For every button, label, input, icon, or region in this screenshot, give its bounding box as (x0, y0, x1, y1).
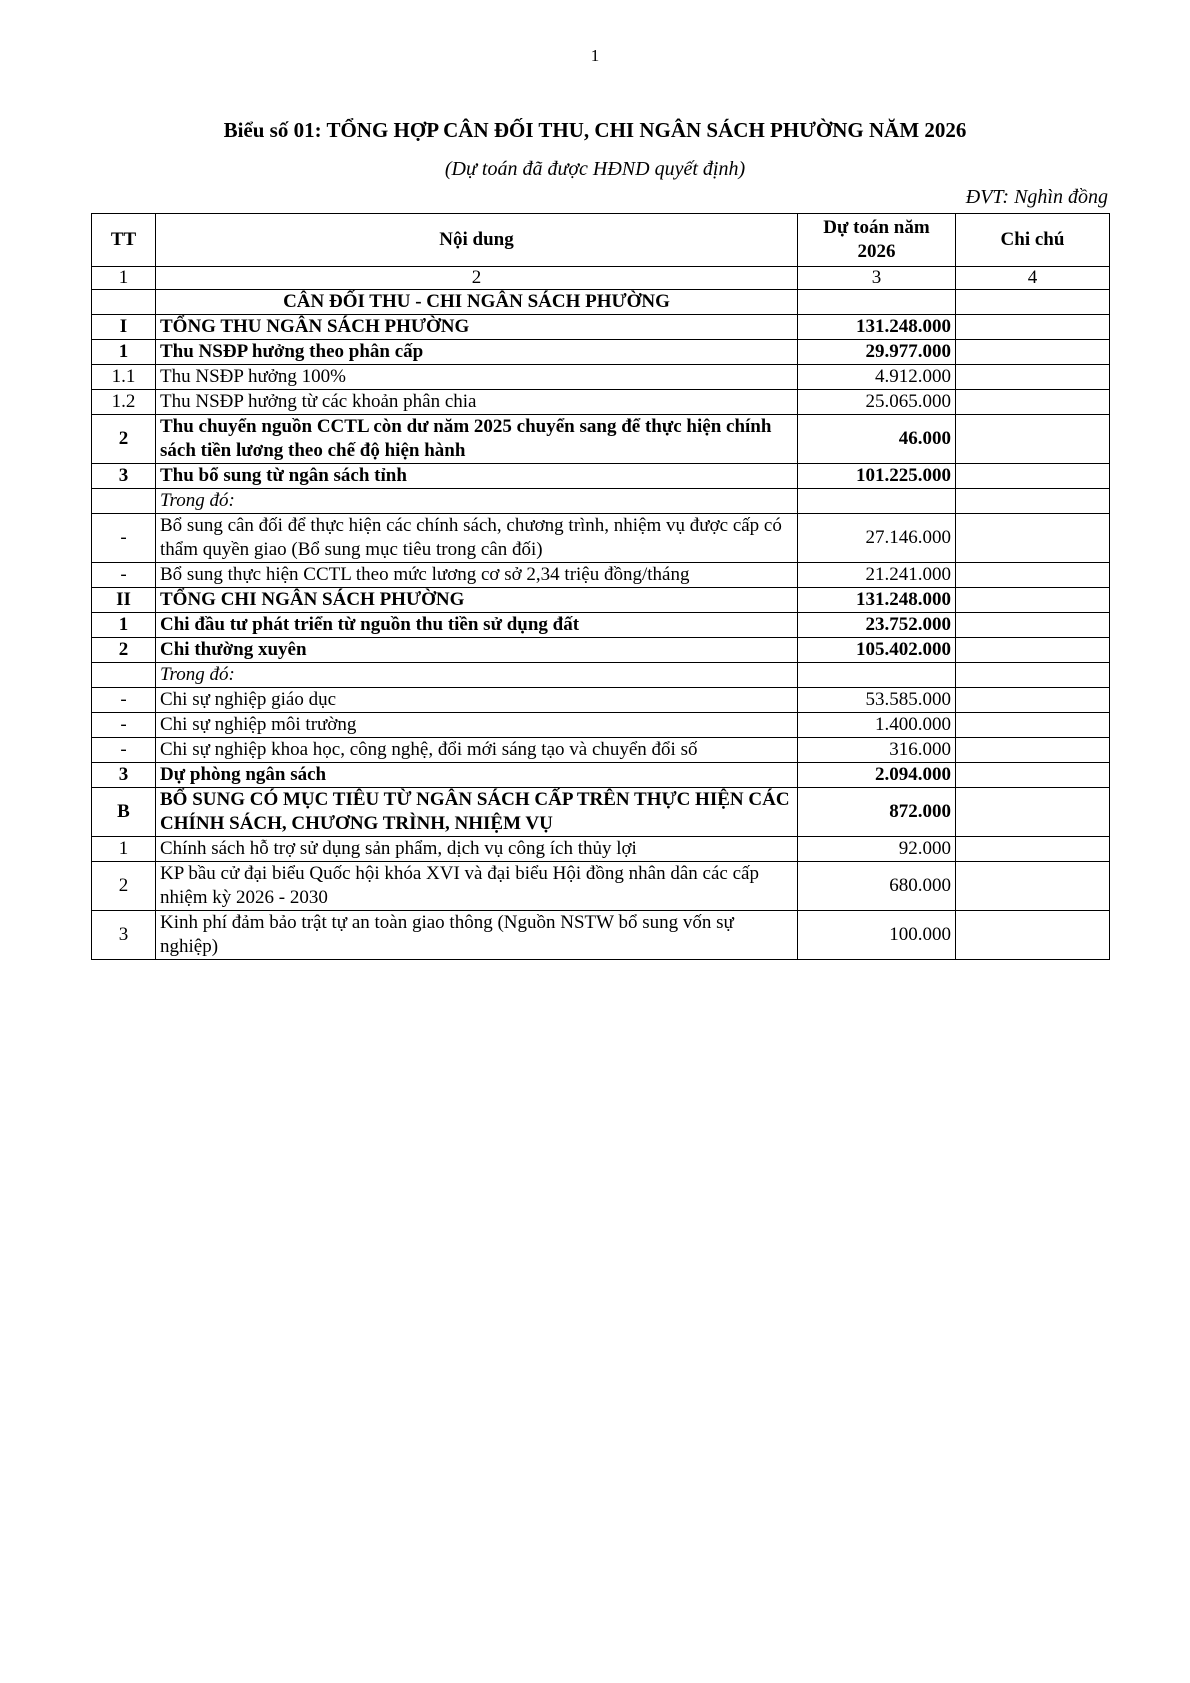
table-row (92, 688, 1110, 713)
document-subtitle: (Dự toán đã được HĐND quyết định) (444, 158, 746, 180)
header-tt: TT (92, 214, 156, 267)
header-content: Nội dung (156, 214, 798, 267)
table-row (92, 315, 1110, 340)
row-estimate: 21.241.000 (798, 563, 956, 588)
table-row (92, 588, 1110, 613)
table-row (92, 340, 1110, 365)
row-note (956, 788, 1110, 837)
row-note (956, 911, 1110, 960)
row-note (956, 489, 1110, 514)
row-estimate: 46.000 (798, 415, 956, 464)
table-row (92, 788, 1110, 837)
row-tt: B (92, 788, 156, 837)
row-estimate: 27.146.000 (798, 514, 956, 563)
row-estimate: 53.585.000 (798, 688, 956, 713)
row-tt (92, 489, 156, 514)
row-tt (92, 663, 156, 688)
row-note (956, 738, 1110, 763)
table-row (92, 514, 1110, 563)
row-content: Thu NSĐP hưởng từ các khoản phân chia (156, 390, 798, 415)
column-number: 2 (156, 267, 798, 290)
row-content: BỔ SUNG CÓ MỤC TIÊU TỪ NGÂN SÁCH CẤP TRÊN THỰC HIỆN CÁC CHÍNH SÁCH, CHƯƠNG TRÌNH, NHIỆM VỤ (156, 788, 798, 837)
row-note (956, 390, 1110, 415)
row-estimate: 101.225.000 (798, 464, 956, 489)
row-estimate: 316.000 (798, 738, 956, 763)
table-row (92, 911, 1110, 960)
table-row (92, 713, 1110, 738)
row-estimate: 4.912.000 (798, 365, 956, 390)
row-content: Trong đó: (156, 489, 798, 514)
row-note (956, 588, 1110, 613)
row-content: Trong đó: (156, 663, 798, 688)
table-row (92, 638, 1110, 663)
row-note (956, 365, 1110, 390)
table-row (92, 390, 1110, 415)
row-note (956, 713, 1110, 738)
row-content: Bổ sung thực hiện CCTL theo mức lương cơ sở 2,34 triệu đồng/tháng (156, 563, 798, 588)
table-body (92, 290, 1110, 960)
row-content: Chi đầu tư phát triển từ nguồn thu tiền sử dụng đất (156, 613, 798, 638)
row-content: Thu chuyển nguồn CCTL còn dư năm 2025 chuyển sang để thực hiện chính sách tiền lương theo chế độ hiện hành (156, 415, 798, 464)
table-row (92, 415, 1110, 464)
row-tt: 2 (92, 862, 156, 911)
row-content: Chi sự nghiệp môi trường (156, 713, 798, 738)
row-estimate: 92.000 (798, 837, 956, 862)
row-content: TỔNG THU NGÂN SÁCH PHƯỜNG (156, 315, 798, 340)
table-row (92, 738, 1110, 763)
row-tt: 1 (92, 340, 156, 365)
column-number: 4 (956, 267, 1110, 290)
row-content: KP bầu cử đại biểu Quốc hội khóa XVI và đại biểu Hội đồng nhân dân các cấp nhiệm kỳ 2026 - 2030 (156, 862, 798, 911)
column-number-row (92, 267, 1110, 290)
row-content: Thu bổ sung từ ngân sách tỉnh (156, 464, 798, 489)
row-note (956, 464, 1110, 489)
row-content: Kinh phí đảm bảo trật tự an toàn giao thông (Nguồn NSTW bổ sung vốn sự nghiệp) (156, 911, 798, 960)
row-estimate: 131.248.000 (798, 588, 956, 613)
unit-label: ĐVT: Nghìn đồng (965, 186, 1108, 208)
table-row (92, 365, 1110, 390)
row-estimate: 680.000 (798, 862, 956, 911)
row-tt: - (92, 563, 156, 588)
row-tt: 1 (92, 837, 156, 862)
row-estimate: 105.402.000 (798, 638, 956, 663)
row-content: Chính sách hỗ trợ sử dụng sản phẩm, dịch vụ công ích thủy lợi (156, 837, 798, 862)
row-content: Chi thường xuyên (156, 638, 798, 663)
row-note (956, 613, 1110, 638)
row-tt: - (92, 514, 156, 563)
row-content: Chi sự nghiệp khoa học, công nghệ, đổi mới sáng tạo và chuyển đổi số (156, 738, 798, 763)
row-content: Dự phòng ngân sách (156, 763, 798, 788)
row-tt: 1.1 (92, 365, 156, 390)
row-note (956, 563, 1110, 588)
table-row (92, 837, 1110, 862)
row-note (956, 688, 1110, 713)
row-estimate: 25.065.000 (798, 390, 956, 415)
row-estimate: 2.094.000 (798, 763, 956, 788)
row-estimate (798, 663, 956, 688)
header-estimate: Dự toán năm 2026 (798, 214, 956, 267)
row-estimate (798, 489, 956, 514)
row-note (956, 862, 1110, 911)
row-content: Chi sự nghiệp giáo dục (156, 688, 798, 713)
row-tt: 1.2 (92, 390, 156, 415)
row-tt: 2 (92, 415, 156, 464)
row-tt: 1 (92, 613, 156, 638)
row-tt: 3 (92, 763, 156, 788)
column-number: 1 (92, 267, 156, 290)
page-number: 1 (590, 46, 600, 65)
row-tt: 3 (92, 464, 156, 489)
table-row (92, 862, 1110, 911)
row-note (956, 638, 1110, 663)
row-note (956, 415, 1110, 464)
section-title: CÂN ĐỐI THU - CHI NGÂN SÁCH PHƯỜNG (156, 290, 798, 315)
row-estimate: 23.752.000 (798, 613, 956, 638)
row-estimate: 29.977.000 (798, 340, 956, 365)
row-note (956, 315, 1110, 340)
row-content: TỔNG CHI NGÂN SÁCH PHƯỜNG (156, 588, 798, 613)
table-row (92, 613, 1110, 638)
row-note (956, 837, 1110, 862)
row-note (956, 514, 1110, 563)
document-title: Biểu số 01: TỔNG HỢP CÂN ĐỐI THU, CHI NGÂN SÁCH PHƯỜNG NĂM 2026 (223, 118, 967, 142)
row-tt: II (92, 588, 156, 613)
row-content: Thu NSĐP hưởng 100% (156, 365, 798, 390)
row-tt: I (92, 315, 156, 340)
table-row (92, 763, 1110, 788)
table-row (92, 464, 1110, 489)
row-tt: - (92, 713, 156, 738)
header-row (92, 214, 1110, 267)
table-row (92, 563, 1110, 588)
row-estimate: 131.248.000 (798, 315, 956, 340)
row-estimate: 1.400.000 (798, 713, 956, 738)
row-estimate: 100.000 (798, 911, 956, 960)
table-row (92, 489, 1110, 514)
row-note (956, 340, 1110, 365)
budget-table (91, 213, 1110, 960)
row-content: Thu NSĐP hưởng theo phân cấp (156, 340, 798, 365)
row-note (956, 763, 1110, 788)
row-note (956, 663, 1110, 688)
section-title-row (92, 290, 1110, 315)
row-tt: - (92, 738, 156, 763)
row-estimate: 872.000 (798, 788, 956, 837)
column-number: 3 (798, 267, 956, 290)
table-row (92, 663, 1110, 688)
row-content: Bổ sung cân đối để thực hiện các chính sách, chương trình, nhiệm vụ được cấp có thẩm quyền giao (Bổ sung mục tiêu trong cân đối) (156, 514, 798, 563)
header-note: Chi chú (956, 214, 1110, 267)
row-tt: 3 (92, 911, 156, 960)
row-tt: - (92, 688, 156, 713)
row-tt: 2 (92, 638, 156, 663)
